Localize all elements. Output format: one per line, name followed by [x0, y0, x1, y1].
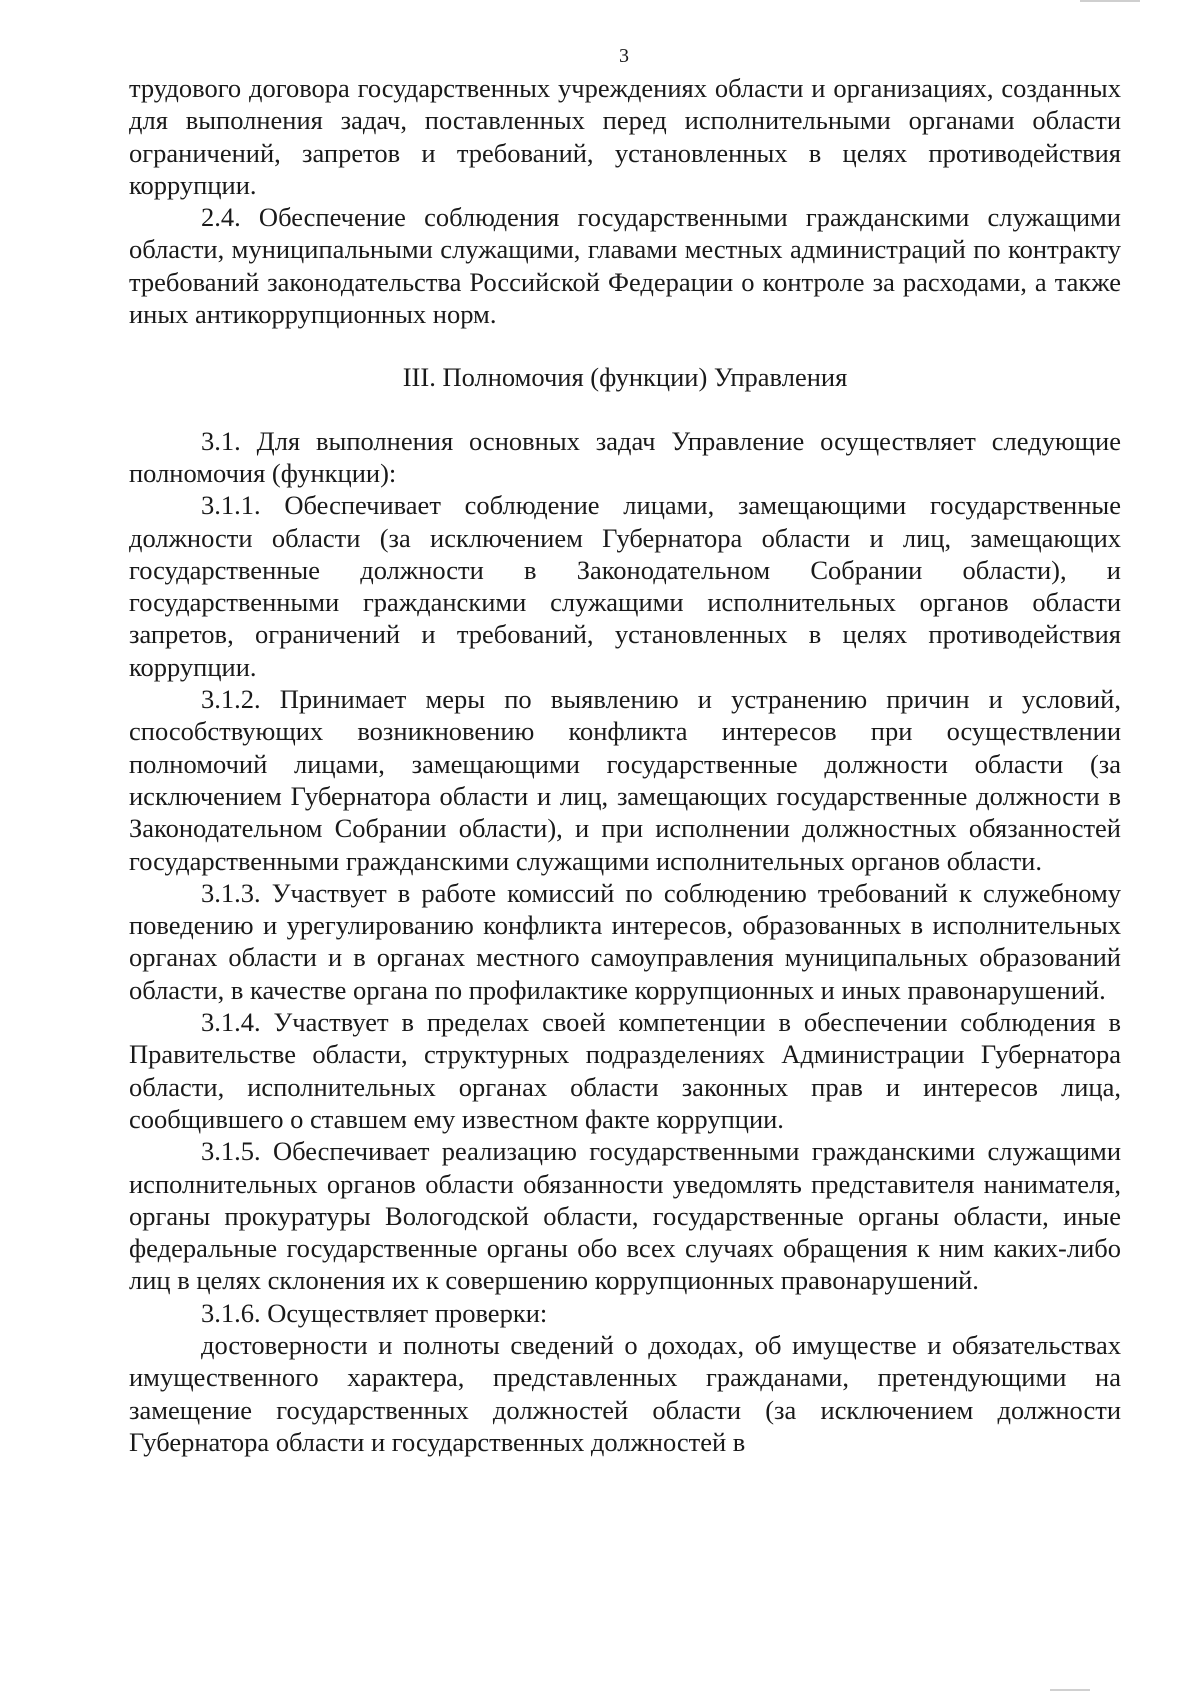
paragraph-continuation: трудового договора государственных учреждениях области и организациях, созданных для выполнения задач, поставленных перед исполнительными органами области ограничений, запретов и требований, установленных в целях противодействия коррупции.: [129, 73, 1121, 200]
document-body: [129, 72, 1121, 1458]
paragraph-3-1-5: 3.1.5. Обеспечивает реализацию государственными гражданскими служащими исполнительных органов области обязанности уведомлять представителя нанимателя, органы прокуратуры Вологодской области, государственные органы области, иные федеральные государственные органы обо всех случаях обращения к ним каких-либо лиц в целях склонения их к совершению коррупционных правонарушений.: [129, 1136, 1121, 1296]
paragraph-3-1-6: 3.1.6. Осуществляет проверки:: [201, 1297, 548, 1328]
page-number: 3: [619, 45, 629, 67]
scan-artifact-bottom: [1050, 1689, 1090, 1691]
section-heading: III. Полномочия (функции) Управления: [402, 362, 848, 393]
paragraph-3-1-1: 3.1.1. Обеспечивает соблюдение лицами, замещающими государственные должности области (за исключением Губернатора области и лиц, замещающих государственные должности в Законодательном Собрании области), и государственными гражданскими служащими исполнительных органов области запретов, ограничений и требований, установленных в целях противодействия коррупции.: [129, 490, 1121, 682]
paragraph-2-4: 2.4. Обеспечение соблюдения государственными гражданскими служащими области, муниципальными служащими, главами местных администраций по контракту требований законодательства Российской Федерации о контроле за расходами, а также иных антикоррупционных норм.: [129, 202, 1121, 330]
paragraph-3-1-2: 3.1.2. Принимает меры по выявлению и устранению причин и условий, способствующих возникновению конфликта интересов при осуществлении полномочий лицами, замещающими государственные должности области (за исключением Губернатора области и лиц, замещающих государственные должности в Законодательном Собрании области), и при исполнении должностных обязанностей государственными гражданскими служащими исполнительных органов области.: [129, 684, 1121, 876]
paragraph-3-1-4: 3.1.4. Участвует в пределах своей компетенции в обеспечении соблюдения в Правительстве области, структурных подразделениях Администрации Губернатора области, исполнительных органах области законных прав и интересов лица, сообщившего о ставшем ему известном факте коррупции.: [129, 1007, 1121, 1134]
paragraph-3-1-6-item: достоверности и полноты сведений о доходах, об имуществе и обязательствах имущественного характера, представленных гражданами, претендующими на замещение государственных должностей области (за исключением должности Губернатора области и государственных должностей в: [129, 1329, 1121, 1457]
paragraph-3-1-3: 3.1.3. Участвует в работе комиссий по соблюдению требований к служебному поведению и урегулированию конфликта интересов, образованных в исполнительных органах области и в органах местного самоуправления муниципальных образований области, в качестве органа по профилактике коррупционных и иных правонарушений.: [129, 877, 1121, 1005]
scan-artifact-top: [1080, 0, 1140, 2]
paragraph-3-1: 3.1. Для выполнения основных задач Управление осуществляет следующие полномочия (функции):: [129, 425, 1121, 488]
